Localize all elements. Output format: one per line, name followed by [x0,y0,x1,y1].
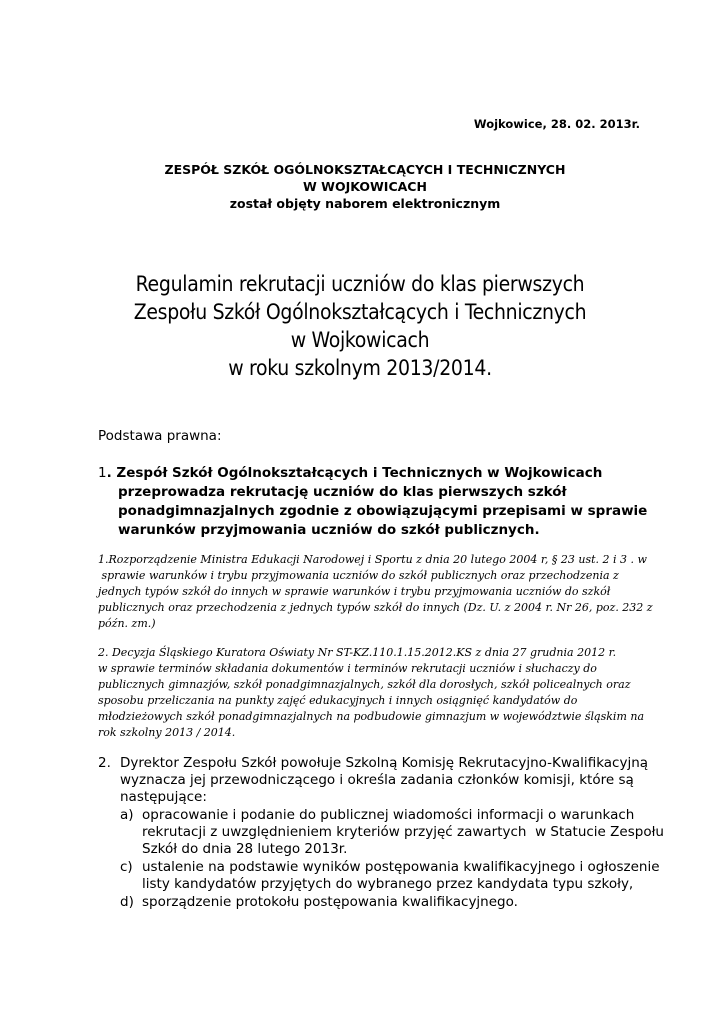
document-title [60,270,660,382]
header-line-2: W WOJKOWICACH [303,179,427,194]
point-1-line-3: ponadgimnazjalnych zgodnie z obowiązującymi przepisami w sprawie [118,503,648,519]
subitem-a-line-3: Szkół do dnia 28 lutego 2013r. [142,841,348,857]
subitem-a-line-1: opracowanie i podanie do publicznej wiadomości informacji o warunkach [142,807,635,823]
title-line-4: w roku szkolnym 2013/2014. [228,356,492,380]
title-line-2: Zespołu Szkół Ogólnokształcących i Technicznych [133,300,587,324]
legal-basis-label: Podstawa prawna: [98,428,222,444]
point-2-line-2: wyznacza jej przewodniczącego i określa zadania członków komisji, które są [120,772,634,788]
subitem-c [120,859,664,893]
law2-line-4: sposobu przeliczania na punkty zajęć edukacyjnych i innych osiągnięć kandydatów do [98,694,578,707]
point-1-line-4: warunków przyjmowania uczniów do szkół publicznych. [118,522,540,538]
point-2-line-3: następujące: [120,789,207,805]
point-2-line-1: Dyrektor Zespołu Szkół powołuje Szkolną Komisję Rekrutacyjno-Kwalifikacyjną [120,755,649,771]
law1-line-1: 1.Rozporządzenie Ministra Edukacji Narodowej i Sportu z dnia 20 lutego 2004 r, § 23 ust. 2 i 3 . w [98,553,647,566]
law2-line-6: rok szkolny 2013 / 2014. [98,726,236,739]
law1-line-4: publicznych oraz przechodzenia z jednych typów szkół do innych (Dz. U. z 2004 r. Nr 26, poz. 232 z [98,601,653,614]
point-2-number: 2. [98,755,111,771]
point-2 [98,755,664,911]
subitem-a-line-2: rekrutacji z uwzględnieniem kryteriów przyjęć zawartych w Statucie Zespołu [142,824,664,840]
subitem-c-letter: c) [120,859,133,875]
subitem-c-line-1: ustalenie na podstawie wyników postępowania kwalifikacyjnego i ogłoszenie [142,859,660,875]
header-line-1: ZESPÓŁ SZKÓŁ OGÓLNOKSZTAŁCĄCYCH I TECHNICZNYCH [164,162,566,177]
law1-line-5: późn. zm.) [98,617,156,630]
subitem-c-line-2: listy kandydatów przyjętych do wybranego przez kandydata typu szkoły, [142,876,634,892]
law2-line-3: publicznych gimnazjów, szkół ponadgimnazjalnych, szkół dla dorosłych, szkół policealnych oraz [98,678,631,691]
law2-line-2: w sprawie terminów składania dokumentów i terminów rekrutacji uczniów i słuchaczy do [98,662,597,675]
subitem-d [120,894,664,911]
document-date: Wojkowice, 28. 02. 2013r. [473,117,640,131]
law2-line-1: 2. Decyzja Śląskiego Kuratora Oświaty Nr ST-KZ.110.1.15.2012.KS z dnia 27 grudnia 2012 r. [98,646,617,659]
point-1-number: 1 [98,465,107,481]
header-line-3: został objęty naborem elektronicznym [229,196,501,211]
subitem-a-letter: a) [120,807,134,823]
subitem-a [120,807,664,858]
title-line-3: w Wojkowicach [290,328,430,352]
point-1-line-1: . Zespół Szkół Ogólnokształcących i Technicznych w Wojkowicach [106,465,603,481]
law1-line-3: jednych typów szkół do innych w sprawie warunków i trybu przyjmowania uczniów do szkół [98,585,611,598]
subitem-d-line-1: sporządzenie protokołu postępowania kwalifikacyjnego. [142,894,518,910]
legal-reference-2 [98,645,658,741]
title-line-1: Regulamin rekrutacji uczniów do klas pierwszych [135,272,585,296]
subitem-d-letter: d) [120,894,134,910]
point-1 [98,464,658,540]
law2-line-5: młodzieżowych szkół ponadgimnazjalnych na podbudowie gimnazjum w województwie śląskim na [98,710,645,723]
school-header [100,161,630,212]
law1-line-2: sprawie warunków i trybu przyjmowania uczniów do szkół publicznych oraz przechodzenia z [98,569,619,582]
legal-reference-1 [98,552,658,632]
point-1-line-2: przeprowadza rekrutację uczniów do klas pierwszych szkół [118,484,567,500]
